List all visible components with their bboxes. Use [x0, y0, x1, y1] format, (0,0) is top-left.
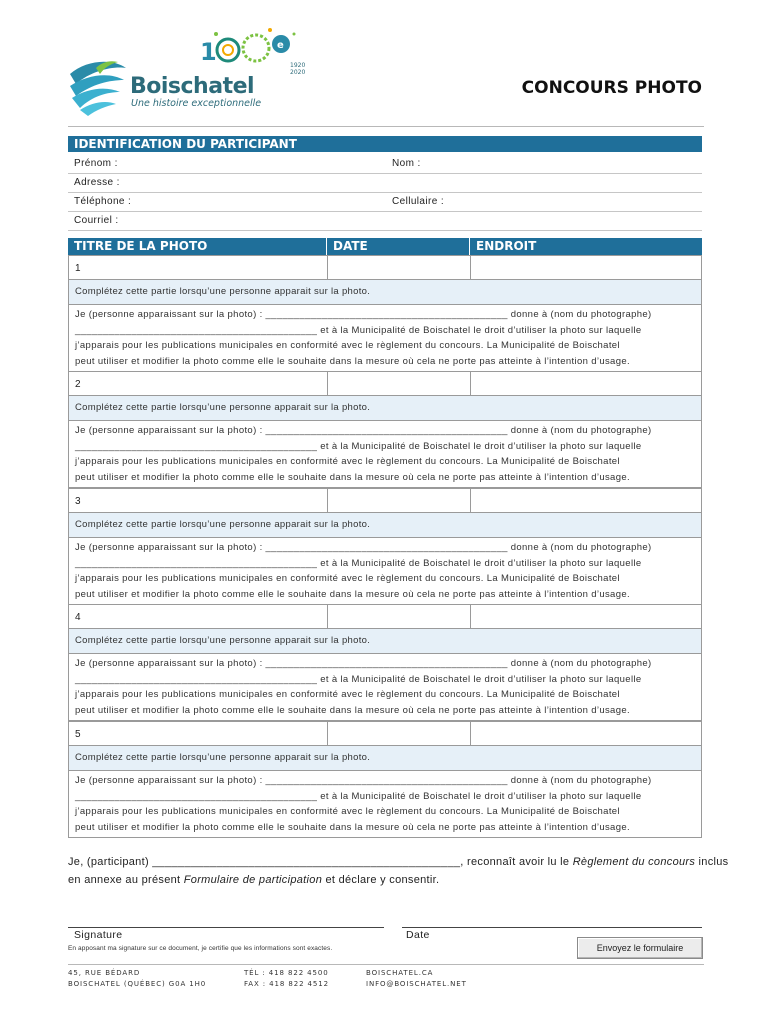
column-titre-photo: TITRE DE LA PHOTO — [68, 238, 326, 255]
date-cell-divider — [327, 722, 328, 745]
courriel-field[interactable] — [68, 212, 702, 231]
photo-entry-number: 4 — [75, 612, 81, 623]
centennial-year-end: 2020 — [290, 69, 306, 76]
footer-address — [68, 968, 206, 990]
photo-consent-body — [68, 537, 702, 605]
footer-address-city: BOISCHATEL (QUÉBEC) G0A 1H0 — [68, 980, 207, 988]
svg-text:e: e — [277, 40, 284, 51]
footer-email-link[interactable]: INFO@BOISCHATEL.NET — [366, 980, 467, 988]
prenom-nom-row — [68, 155, 702, 174]
footer-telephone: TÉL : 418 822 4500 — [244, 969, 329, 977]
submit-form-button[interactable]: Envoyez le formulaire — [577, 937, 703, 959]
date-cell-divider — [327, 256, 328, 279]
photo-entry-row[interactable] — [68, 488, 702, 513]
footer-website-link[interactable]: BOISCHATEL.CA — [366, 969, 434, 977]
photo-consent-body — [68, 420, 702, 488]
photo-entry-note-text: Complétez cette partie lorsqu’une personne apparait sur la photo. — [75, 752, 371, 763]
consent-text: en annexe au présent — [68, 874, 184, 886]
photo-entry-note-text: Complétez cette partie lorsqu’une personne apparait sur la photo. — [75, 519, 371, 530]
footer-address-street: 45, RUE BÉDARD — [68, 969, 141, 977]
date-label: Date — [406, 929, 430, 941]
date-cell-divider — [327, 372, 328, 395]
adresse-field[interactable] — [68, 174, 702, 193]
column-date: DATE — [327, 238, 469, 255]
endroit-cell-divider — [470, 256, 471, 279]
consent-text: Je, (participant) ________________________________________________, reconnaît avoir lu le — [68, 856, 573, 868]
photo-consent-line: peut utiliser et modifier la photo comme elle le souhaite dans la mesure où cela ne porte pas atteinte à l’intention d’usage. — [75, 704, 630, 716]
photo-consent-line: peut utiliser et modifier la photo comme elle le souhaite dans la mesure où cela ne porte pas atteinte à l’intention d’usage. — [75, 588, 630, 600]
date-cell-divider — [327, 489, 328, 512]
photo-entry-row[interactable] — [68, 371, 702, 396]
photo-entry-row[interactable] — [68, 721, 702, 746]
endroit-cell-divider — [470, 605, 471, 628]
photo-consent-line: j’apparais pour les publications municipales en conformité avec le règlement du concours. La Municipalité de Boischatel — [75, 456, 620, 467]
consent-text: inclus — [695, 856, 729, 868]
brand-name: Boischatel — [130, 74, 255, 99]
photo-entry-number: 2 — [75, 379, 81, 390]
photo-entry-note — [68, 513, 702, 537]
photo-consent-line: Je (personne apparaissant sur la photo) : ___________________________________________ donne à (nom du photographe) — [75, 309, 652, 320]
photo-consent-body — [68, 304, 702, 372]
consent-line-1 — [68, 856, 728, 868]
document-title: CONCOURS PHOTO — [521, 78, 702, 98]
photo-entry-number: 3 — [75, 496, 81, 507]
endroit-cell-divider — [470, 722, 471, 745]
photo-consent-line: ___________________________________________ et à la Municipalité de Boischatel le droit d’utiliser la photo sur laquelle — [75, 557, 642, 569]
photo-entry-note — [68, 280, 702, 304]
courriel-label: Courriel : — [74, 215, 119, 226]
photo-consent-line: ___________________________________________ et à la Municipalité de Boischatel le droit d’utiliser la photo sur laquelle — [75, 324, 642, 336]
photo-consent-line: ___________________________________________ et à la Municipalité de Boischatel le droit d’utiliser la photo sur laquelle — [75, 440, 642, 452]
signature-line[interactable] — [68, 927, 384, 928]
photo-consent-line: Je (personne apparaissant sur la photo) : ___________________________________________ donne à (nom du photographe) — [75, 542, 652, 553]
nom-label: Nom : — [392, 158, 421, 169]
telephone-label: Téléphone : — [74, 196, 132, 207]
photo-consent-line: Je (personne apparaissant sur la photo) : ___________________________________________ donne à (nom du photographe) — [75, 775, 652, 786]
date-line[interactable] — [402, 927, 702, 928]
footer-divider — [68, 964, 704, 965]
photo-consent-line: j’apparais pour les publications municipales en conformité avec le règlement du concours. La Municipalité de Boischatel — [75, 340, 620, 351]
photo-entry-row[interactable] — [68, 604, 702, 629]
reglement-reference: Règlement du concours — [572, 856, 696, 868]
photo-consent-line: j’apparais pour les publications municipales en conformité avec le règlement du concours. La Municipalité de Boischatel — [75, 689, 620, 700]
footer-contact — [366, 968, 467, 990]
photo-consent-line: ___________________________________________ et à la Municipalité de Boischatel le droit d’utiliser la photo sur laquelle — [75, 673, 642, 685]
cellulaire-label: Cellulaire : — [392, 196, 445, 207]
photo-entry-number: 5 — [75, 729, 81, 740]
photo-entry-note-text: Complétez cette partie lorsqu’une personne apparait sur la photo. — [75, 635, 371, 646]
photo-consent-line: j’apparais pour les publications municipales en conformité avec le règlement du concours. La Municipalité de Boischatel — [75, 573, 620, 584]
endroit-cell-divider — [470, 372, 471, 395]
centennial-years — [290, 62, 305, 76]
column-endroit: ENDROIT — [470, 238, 702, 255]
photo-consent-line: ___________________________________________ et à la Municipalité de Boischatel le droit d’utiliser la photo sur laquelle — [75, 790, 642, 802]
photo-consent-line: peut utiliser et modifier la photo comme elle le souhaite dans la mesure où cela ne porte pas atteinte à l’intention d’usage. — [75, 821, 630, 833]
photo-consent-line: peut utiliser et modifier la photo comme elle le souhaite dans la mesure où cela ne porte pas atteinte à l’intention d’usage. — [75, 355, 630, 367]
signature-label: Signature — [74, 929, 123, 941]
signature-disclaimer: En apposant ma signature sur ce document, je certifie que les informations sont exactes. — [68, 945, 333, 952]
photo-entry-number: 1 — [75, 263, 81, 274]
photo-consent-body — [68, 653, 702, 721]
photo-consent-line: j’apparais pour les publications municipales en conformité avec le règlement du concours. La Municipalité de Boischatel — [75, 806, 620, 817]
brand-tagline: Une histoire exceptionnelle — [131, 98, 262, 109]
prenom-label: Prénom : — [74, 158, 118, 169]
photo-consent-line: Je (personne apparaissant sur la photo) : ___________________________________________ donne à (nom du photographe) — [75, 425, 652, 436]
photo-entry-row[interactable] — [68, 255, 702, 280]
photo-consent-line: peut utiliser et modifier la photo comme elle le souhaite dans la mesure où cela ne porte pas atteinte à l’intention d’usage. — [75, 471, 630, 483]
footer-phone — [244, 968, 329, 990]
photo-entry-note — [68, 746, 702, 770]
photo-entry-note — [68, 396, 702, 420]
telephone-cellulaire-row — [68, 193, 702, 212]
photo-entry-note-text: Complétez cette partie lorsqu’une personne apparait sur la photo. — [75, 402, 371, 413]
photo-consent-line: Je (personne apparaissant sur la photo) : ___________________________________________ donne à (nom du photographe) — [75, 658, 652, 669]
svg-text:1: 1 — [200, 38, 217, 66]
endroit-cell-divider — [470, 489, 471, 512]
consent-line-2 — [68, 874, 439, 886]
date-cell-divider — [327, 605, 328, 628]
centennial-year-start: 1920 — [290, 62, 306, 69]
adresse-label: Adresse : — [74, 177, 120, 188]
identification-heading: IDENTIFICATION DU PARTICIPANT — [68, 136, 702, 152]
consent-text: et déclare y consentir. — [322, 874, 440, 886]
photo-entry-note-text: Complétez cette partie lorsqu’une personne apparait sur la photo. — [75, 286, 371, 297]
photo-consent-body — [68, 770, 702, 838]
footer-fax: FAX : 418 822 4512 — [244, 980, 329, 988]
title-divider — [68, 126, 704, 127]
formulaire-reference: Formulaire de participation — [183, 874, 323, 886]
photo-entry-note — [68, 629, 702, 653]
